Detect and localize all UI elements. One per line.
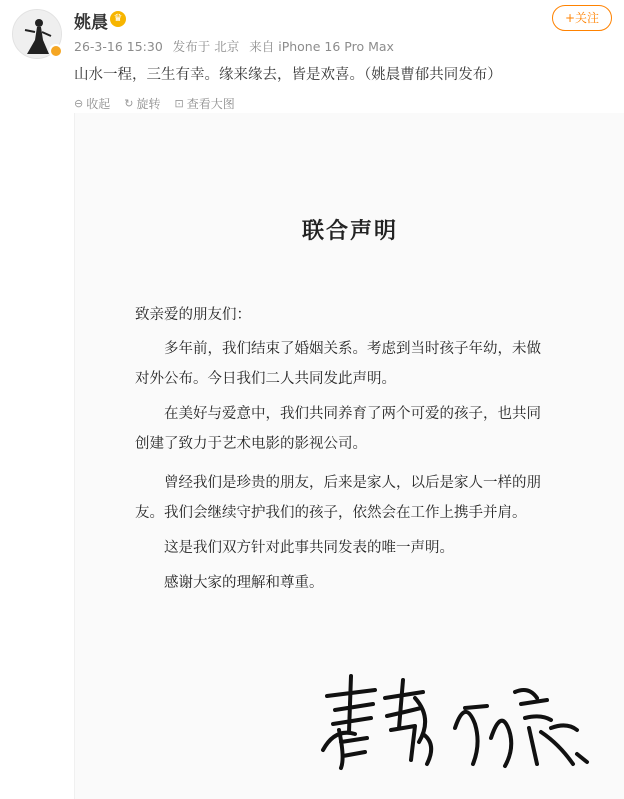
statement-paragraph: 多年前，我们结束了婚姻关系。考虑到当时孩子年幼，未做对外公布。今日我们二人共同发此声明。 — [135, 341, 541, 387]
collapse-label: 收起 — [86, 97, 111, 111]
post-location: 发布于 北京 — [172, 39, 240, 54]
post-meta — [74, 37, 400, 55]
statement-title: 联合声明 — [301, 218, 398, 244]
rotate-label: 旋转 — [136, 97, 161, 111]
rotate-button[interactable] — [124, 95, 160, 112]
image-actions — [74, 95, 235, 112]
post-image[interactable] — [74, 113, 624, 799]
collapse-icon: ⊖ — [74, 97, 84, 110]
post-device: 来自 iPhone 16 Pro Max — [249, 39, 394, 54]
post-text: 山水一程，三生有幸。缘来缘去，皆是欢喜。（姚晨曹郁共同发布） — [74, 67, 502, 83]
view-large-button[interactable] — [174, 95, 234, 112]
view-large-icon: ⊡ — [174, 97, 184, 110]
follow-button[interactable]: +关注 — [552, 5, 612, 31]
statement-paragraph: 曾经我们是珍贵的朋友，后来是家人，以后是家人一样的朋友。我们会继续守护我们的孩子，依然会在工作上携手并肩。 — [135, 475, 541, 521]
view-large-label: 查看大图 — [186, 97, 235, 111]
statement-salutation: 致亲爱的朋友们： — [135, 307, 251, 323]
handwritten-signature — [315, 668, 605, 778]
username[interactable]: 姚晨 — [74, 13, 108, 33]
rotate-icon: ↻ — [124, 97, 134, 110]
vip-crown-icon[interactable]: ♛ — [110, 11, 126, 27]
verified-badge-icon — [49, 44, 63, 58]
statement-paragraph: 在美好与爱意中，我们共同养育了两个可爱的孩子，也共同创建了致力于艺术电影的影视公司。 — [135, 406, 541, 452]
collapse-button[interactable] — [74, 95, 110, 112]
statement-paragraph: 感谢大家的理解和尊重。 — [164, 575, 324, 591]
post-timestamp[interactable]: 26-3-16 15:30 — [74, 39, 163, 54]
post-header — [0, 0, 624, 62]
statement-paragraph: 这是我们双方针对此事共同发表的唯一声明。 — [164, 540, 454, 556]
